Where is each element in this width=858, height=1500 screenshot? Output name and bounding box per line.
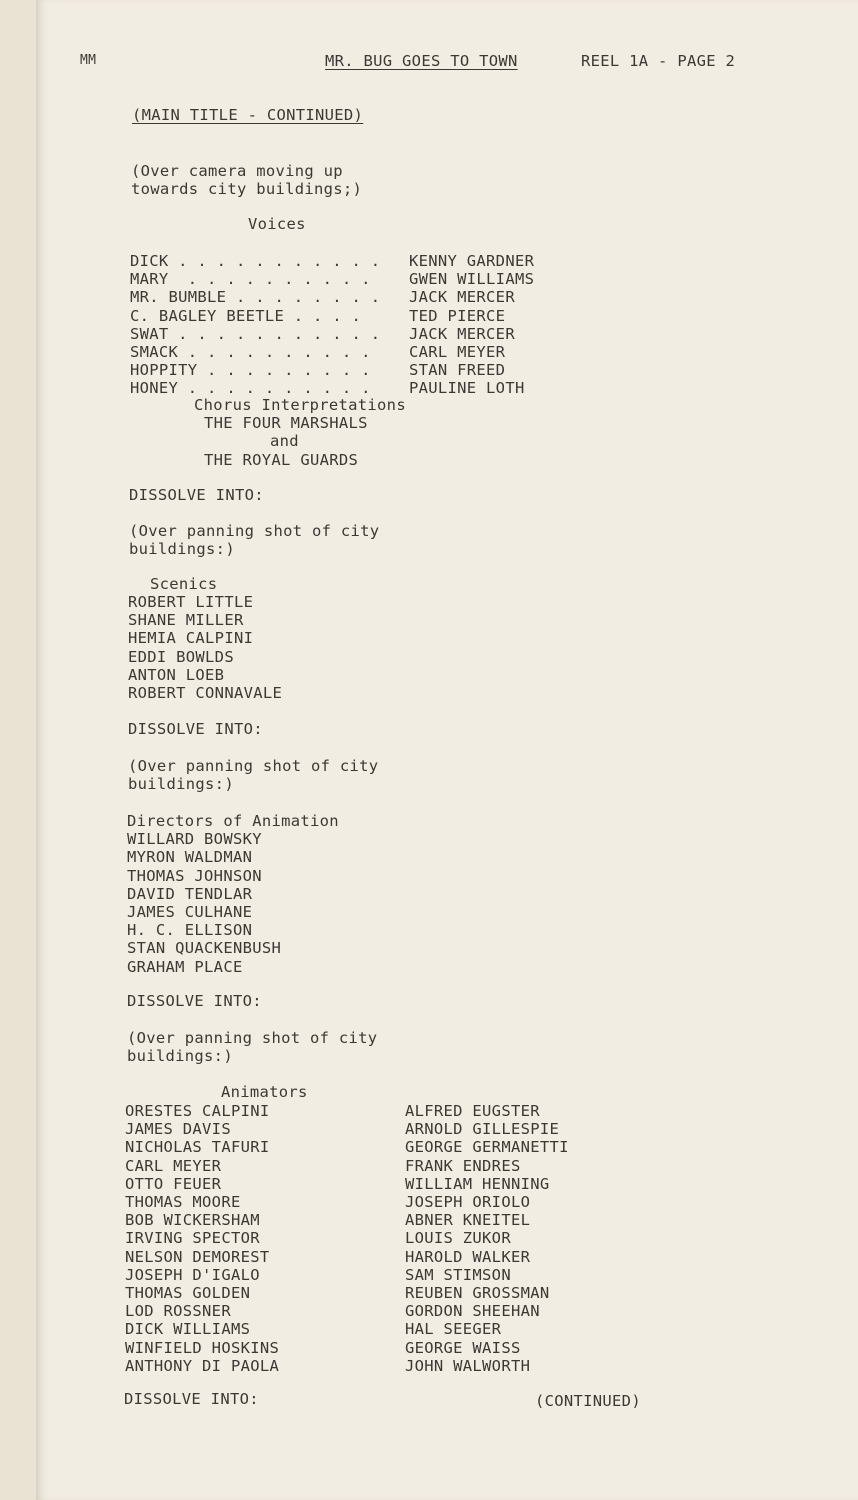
actor-name: JACK MERCER [409,324,515,343]
main-title-continued: (MAIN TITLE - CONTINUED) [132,106,364,124]
actor-name: KENNY GARDNER [409,252,535,270]
animators-heading: Animators [221,1083,308,1101]
directors-credits [127,812,339,976]
credit-name: JOSEPH ORIOLO [405,1193,531,1212]
chorus-credits [180,396,420,469]
credit-name: JAMES DAVIS [125,1120,231,1139]
credit-name: IRVING SPECTOR [125,1229,260,1248]
credit-name: REUBEN GROSSMAN [405,1284,550,1303]
continued-label: (CONTINUED) [535,1392,641,1410]
scenics-names [128,593,282,702]
credit-name: LOD ROSSNER [125,1302,231,1321]
credit-name: LOUIS ZUKOR [405,1229,511,1248]
initials: MM [80,53,97,68]
direction-line: (Over panning shot of city [127,1029,378,1047]
credit-name: GORDON SHEEHAN [405,1302,540,1321]
credit-name: THOMAS GOLDEN [125,1284,251,1303]
direction-line: (Over panning shot of city [128,757,379,775]
credit-name: STAN QUACKENBUSH [127,939,282,958]
directors-heading: Directors of Animation [127,812,339,830]
credit-name: SHANE MILLER [128,611,244,630]
chorus-line: Chorus Interpretations [194,396,406,414]
credit-name: HAROLD WALKER [405,1247,531,1266]
credit-name: DICK WILLIAMS [125,1320,251,1339]
reel-page-number: REEL 1A - PAGE 2 [581,52,736,70]
chorus-line: THE FOUR MARSHALS [204,414,368,433]
credit-name: EDDI BOWLDS [128,647,234,666]
credit-name: ARNOLD GILLESPIE [405,1120,560,1139]
credit-name: JAMES CULHANE [127,903,253,922]
actor-name: STAN FREED [409,361,506,380]
credit-name: WILLARD BOWSKY [127,830,262,849]
actor-name: CARL MEYER [409,343,506,362]
credit-name: JOHN WALWORTH [405,1356,531,1375]
credit-name: GEORGE GERMANETTI [405,1138,569,1157]
role-name: MARY . . . . . . . . . . [130,270,371,289]
dissolve-into: DISSOLVE INTO: [124,1390,259,1408]
credit-name: ROBERT CONNAVALE [128,684,283,703]
credit-name: HAL SEEGER [405,1320,502,1339]
credit-name: NELSON DEMOREST [125,1247,270,1266]
credit-name: NICHOLAS TAFURI [125,1138,270,1157]
actor-name: TED PIERCE [409,306,506,325]
actor-name: GWEN WILLIAMS [409,270,535,289]
role-name: DICK . . . . . . . . . . . [130,252,381,270]
direction-line: (Over panning shot of city [129,522,380,540]
direction-line: (Over camera moving up [131,162,343,180]
voices-roles [130,252,380,398]
scenics-direction [129,522,379,558]
dissolve-into: DISSOLVE INTO: [129,486,264,504]
direction-line: towards city buildings;) [131,180,363,199]
credit-name: ALFRED EUGSTER [405,1102,540,1120]
credit-name: MYRON WALDMAN [127,848,253,867]
credit-name: HEMIA CALPINI [128,629,254,648]
credit-name: WILLIAM HENNING [405,1174,550,1193]
role-name: SWAT . . . . . . . . . . . [130,324,381,343]
role-name: HONEY . . . . . . . . . . [130,379,371,398]
credit-name: OTTO FEUER [125,1174,222,1193]
scenics-heading: Scenics [150,575,218,593]
credit-name: FRANK ENDRES [405,1156,521,1175]
directors-direction [128,757,378,793]
role-name: SMACK . . . . . . . . . . [130,343,371,362]
credit-name: THOMAS MOORE [125,1193,241,1212]
dissolve-into: DISSOLVE INTO: [128,720,263,738]
role-name: C. BAGLEY BEETLE . . . . [130,306,362,325]
credit-name: H. C. ELLISON [127,921,253,940]
credit-name: WINFIELD HOSKINS [125,1338,280,1357]
animators-right-column [405,1102,569,1375]
credit-name: CARL MEYER [125,1156,222,1175]
credit-name: JOSEPH D'IGALO [125,1265,260,1284]
voices-direction [131,162,362,198]
credit-name: ABNER KNEITEL [405,1211,531,1230]
animators-direction [127,1029,377,1065]
chorus-line: THE ROYAL GUARDS [204,450,359,469]
credit-name: ANTON LOEB [128,665,225,684]
actor-name: JACK MERCER [409,288,515,307]
credit-name: GRAHAM PLACE [127,957,243,976]
role-name: HOPPITY . . . . . . . . . [130,361,371,380]
direction-line: buildings:) [128,775,234,794]
credit-name: BOB WICKERSHAM [125,1211,260,1230]
credit-name: DAVID TENDLAR [127,884,253,903]
dissolve-into: DISSOLVE INTO: [127,992,262,1010]
voices-heading: Voices [248,215,306,233]
actor-name: PAULINE LOTH [409,379,525,398]
direction-line: buildings:) [127,1047,233,1066]
role-name: MR. BUMBLE . . . . . . . . [130,288,381,307]
credit-name: ORESTES CALPINI [125,1102,270,1120]
credit-name: ROBERT LITTLE [128,593,254,611]
direction-line: buildings:) [129,540,235,559]
script-title: MR. BUG GOES TO TOWN [325,52,518,70]
voices-actors [409,252,534,398]
chorus-line: and [270,432,299,451]
credit-name: THOMAS JOHNSON [127,866,262,885]
credit-name: GEORGE WAISS [405,1338,521,1357]
credit-name: ANTHONY DI PAOLA [125,1356,280,1375]
credit-name: SAM STIMSON [405,1265,511,1284]
animators-left-column [125,1102,279,1375]
